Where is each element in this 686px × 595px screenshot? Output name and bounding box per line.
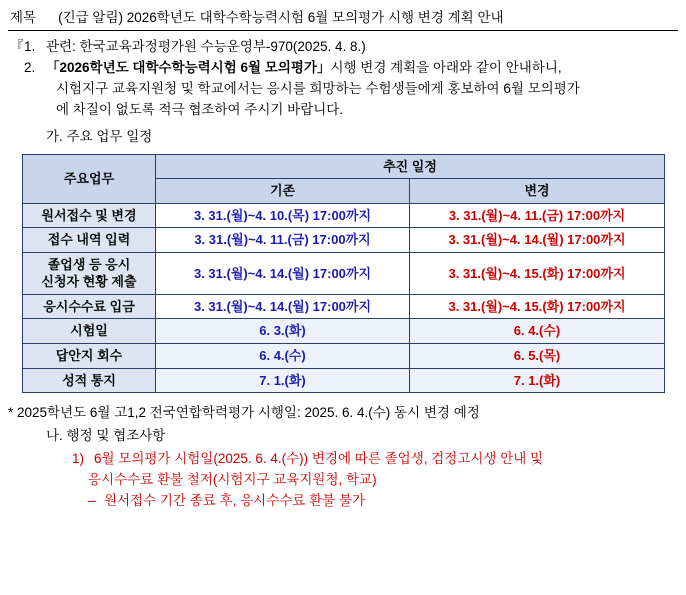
section-na: [10, 424, 676, 447]
row-existing-value: 7. 1.(화): [156, 368, 410, 393]
row-existing-value: 6. 4.(수): [156, 343, 410, 368]
item2-emphasis: 「2026학년도 대학수학능력시험 6월 모의평가」: [46, 59, 331, 75]
footnote-item1-number: 1): [72, 451, 85, 466]
item2-line3: [10, 100, 674, 121]
row-changed-value: 6. 4.(수): [410, 319, 665, 344]
row-existing-value: 6. 3.(화): [156, 319, 410, 344]
row-changed-value: 6. 5.(목): [410, 343, 665, 368]
header-schedule-group: 추진 일정: [156, 154, 665, 179]
related-line: [10, 37, 674, 58]
item1-number: 1.: [24, 39, 36, 54]
row-changed-value: 7. 1.(화): [410, 368, 665, 393]
document-title-row: [0, 0, 686, 28]
section-ga-label: 가. 주요 업무 일정: [46, 128, 153, 144]
footnote-item1-text: 6월 모의평가 시험일(2025. 6. 4.(수)) 변경에 따른 졸업생, 검정고시생 안내 및: [94, 451, 544, 466]
title-label: 제목: [10, 10, 37, 25]
row-label: 응시수수료 입금: [23, 294, 156, 319]
footnote-star: * 2025학년도 6월 고1,2 전국연합학력평가 시행일: 2025. 6. 4.(수) 동시 변경 예정: [8, 405, 480, 421]
dash-mark: –: [88, 492, 96, 508]
row-existing-value: 3. 31.(월)~4. 11.(금) 17:00까지: [156, 228, 410, 253]
row-changed-value: 3. 31.(월)~4. 14.(월) 17:00까지: [410, 228, 665, 253]
schedule-table-wrap: [0, 148, 686, 393]
header-changed: 변경: [410, 179, 665, 204]
open-bracket-mark: 『: [10, 39, 24, 54]
row-changed-value: 3. 31.(월)~4. 15.(화) 17:00까지: [410, 294, 665, 319]
item2-line2: [10, 79, 674, 100]
item2-line3-text: 에 차질이 없도록 적극 협조하여 주시기 바랍니다.: [56, 101, 344, 117]
table-row: [23, 319, 665, 344]
footnote-item1-line1: [10, 447, 676, 470]
intro-block: [0, 31, 686, 148]
table-row: [23, 294, 665, 319]
table-row: [23, 228, 665, 253]
row-existing-value: 3. 31.(월)~4. 10.(목) 17:00까지: [156, 203, 410, 228]
row-label-line1: 졸업생 등 응시: [47, 256, 131, 272]
row-label: 답안지 회수: [23, 343, 156, 368]
header-main-task: 주요업무: [23, 154, 156, 203]
item2-rest: 시행 변경 계획을 아래와 같이 안내하니,: [330, 59, 562, 75]
footnote-block: [0, 421, 686, 512]
row-label: 시험일: [23, 319, 156, 344]
row-changed-value: 3. 31.(월)~4. 11.(금) 17:00까지: [410, 203, 665, 228]
table-row: [23, 252, 665, 294]
section-ga: [10, 121, 674, 148]
table-row: [23, 368, 665, 393]
item2-line2-text: 시험지구 교육지원청 및 학교에서는 응시를 희망하는 수험생들에게 홍보하여 6월 모의평가: [56, 80, 580, 96]
section-na-label: 나. 행정 및 협조사항: [46, 428, 166, 444]
item1-text: 관련: 한국교육과정평가원 수능운영부-970(2025. 4. 8.): [46, 39, 366, 54]
footnote-dash-text: 원서접수 기간 종료 후, 응시수수료 환불 불가: [104, 492, 365, 508]
row-label-line2: 신청자 현황 제출: [41, 274, 137, 290]
item2-number: 2.: [24, 59, 36, 75]
row-label: 원서접수 및 변경: [23, 203, 156, 228]
footnote-item1-line2: [10, 470, 676, 491]
table-row: [23, 343, 665, 368]
schedule-table: [22, 154, 665, 393]
page-title: (긴급 알림) 2026학년도 대학수학능력시험 6월 모의평가 시행 변경 계획 안내: [58, 10, 504, 25]
table-header-row-1: [23, 154, 665, 179]
footnote-dash-line: [10, 491, 676, 512]
header-existing: 기존: [156, 179, 410, 204]
row-existing-value: 3. 31.(월)~4. 14.(월) 17:00까지: [156, 252, 410, 294]
row-existing-value: 3. 31.(월)~4. 14.(월) 17:00까지: [156, 294, 410, 319]
row-label: 성적 통지: [23, 368, 156, 393]
row-label: [23, 252, 156, 294]
table-row: [23, 203, 665, 228]
item2-line1: [10, 58, 674, 79]
row-label: 접수 내역 입력: [23, 228, 156, 253]
footnote-item1-text-cont: 응시수수료 환불 철저(시험지구 교육지원청, 학교): [88, 471, 377, 487]
row-changed-value: 3. 31.(월)~4. 15.(화) 17:00까지: [410, 252, 665, 294]
